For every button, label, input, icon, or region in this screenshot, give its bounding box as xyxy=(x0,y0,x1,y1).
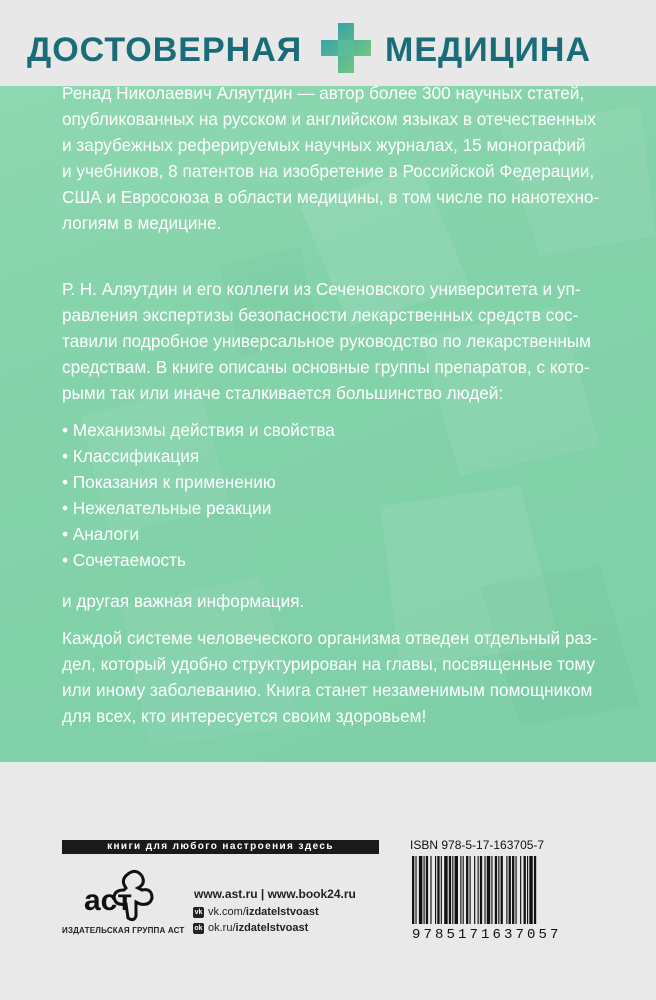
topics-list xyxy=(62,417,335,573)
description-panel xyxy=(0,86,656,762)
barcode-bar xyxy=(444,856,447,924)
barcode-bar xyxy=(430,856,431,924)
ok-handle: izdatelstvoast xyxy=(235,922,309,934)
list-item: • Нежелательные реакции xyxy=(62,498,272,518)
ok-prefix: ok.ru/ xyxy=(208,922,236,934)
barcode-bar xyxy=(412,856,414,924)
list-item: • Аналоги xyxy=(62,524,139,544)
author-paragraph xyxy=(62,86,599,236)
list-item: • Механизмы действия и свойства xyxy=(62,420,335,440)
text-line: для всех, кто интересуется своим здоровьем! xyxy=(62,706,427,726)
barcode-bar xyxy=(524,856,526,924)
text-line: Ренад Николаевич Аляутдин — автор более 300 научных статей, xyxy=(62,86,585,103)
barcode-bar xyxy=(534,856,536,924)
barcode-bar xyxy=(520,856,521,924)
vk-icon: vk xyxy=(194,908,203,916)
vk-link[interactable] xyxy=(193,905,319,919)
barcode-bar xyxy=(509,856,511,924)
barcode-digits: 9785171637057 xyxy=(412,927,562,943)
websites-text: www.ast.ru | www.book24.ru xyxy=(194,887,356,901)
text-line: логиям в медицине. xyxy=(62,213,222,233)
vk-prefix: vk.com/ xyxy=(208,906,246,918)
isbn-text: ISBN 978-5-17-163705-7 xyxy=(410,838,545,852)
plus-icon xyxy=(319,21,373,75)
vk-handle: izdatelstvoast xyxy=(245,906,319,918)
list-item: • Сочетаемость xyxy=(62,550,186,570)
text-line: Каждой системе человеческого организма отведен отдельный раз- xyxy=(62,628,598,648)
list-item: • Классификация xyxy=(62,446,200,466)
barcode-bar xyxy=(435,856,436,924)
text-line: средствам. В книге описаны основные группы препаратов, с кото- xyxy=(62,357,590,377)
barcode-bar xyxy=(466,856,468,924)
barcode-bar xyxy=(424,856,425,924)
barcode-bar xyxy=(516,856,517,924)
text-line: и учебников, 8 патентов на изобретение в Российской Федерации, xyxy=(62,161,595,181)
barcode-bar xyxy=(415,856,416,924)
text-line: или иному заболеванию. Книга станет незаменимым помощником xyxy=(62,680,593,700)
tagline-bar: книги для любого настроения здесь xyxy=(62,840,379,854)
barcode-bar xyxy=(426,856,428,924)
text-line: опубликованных на русском и английском языках в отечественных xyxy=(62,109,597,129)
barcode-bar xyxy=(498,856,499,924)
text-line: и зарубежных реферируемых научных журналах, 15 монографий xyxy=(62,135,586,155)
barcode-bar xyxy=(470,856,471,924)
book-description-paragraph xyxy=(62,276,591,406)
barcode-bar xyxy=(441,856,442,924)
ast-logo-text: аст xyxy=(84,884,133,917)
text-line: Р. Н. Аляутдин и его коллеги из Сеченовского университета и уп- xyxy=(62,279,581,299)
series-header xyxy=(0,0,656,86)
barcode-bar xyxy=(478,856,479,924)
barcode-bar xyxy=(437,856,439,924)
barcode-bar xyxy=(484,856,485,924)
ast-logo xyxy=(82,866,162,922)
barcode-bar xyxy=(501,856,503,924)
barcode-bar xyxy=(512,856,514,924)
barcode-bar xyxy=(480,856,482,924)
barcode-bar xyxy=(529,856,532,924)
text-line: равления экспертизы безопасности лекарственных средств сос- xyxy=(62,305,579,325)
text-line: дел, который удобно структурирован на главы, посвященные тому xyxy=(62,654,596,674)
list-item: • Показания к применению xyxy=(62,472,276,492)
closing-paragraph xyxy=(62,625,597,729)
text-line: рыми так или иначе сталкивается большинство людей: xyxy=(62,383,504,403)
other-info-text: и другая важная информация. xyxy=(62,591,305,611)
ok-icon: ok xyxy=(194,924,203,932)
barcode-bar xyxy=(463,856,464,924)
barcode-bar xyxy=(487,856,490,924)
barcode-bar xyxy=(452,856,453,924)
barcode-bar xyxy=(495,856,497,924)
barcode-bar xyxy=(474,856,475,924)
barcode-bar xyxy=(455,856,458,924)
barcode-bar xyxy=(506,856,507,924)
barcode-bar xyxy=(491,856,492,924)
series-title-left: ДОСТОВЕРНАЯ xyxy=(27,31,303,69)
barcode-bar xyxy=(527,856,528,924)
publisher-label: ИЗДАТЕЛЬСКАЯ ГРУППА АСТ xyxy=(62,926,185,935)
series-title-right: МЕДИЦИНА xyxy=(385,31,592,69)
text-line: США и Евросоюза в области медицины, в том числе по нанотехно- xyxy=(62,187,600,207)
barcode-bar xyxy=(460,856,461,924)
barcode xyxy=(410,856,590,928)
ok-link[interactable] xyxy=(193,921,308,935)
barcode-bar xyxy=(449,856,451,924)
text-line: тавили подробное универсальное руководство по лекарственным xyxy=(62,331,591,351)
barcode-bar xyxy=(419,856,422,924)
